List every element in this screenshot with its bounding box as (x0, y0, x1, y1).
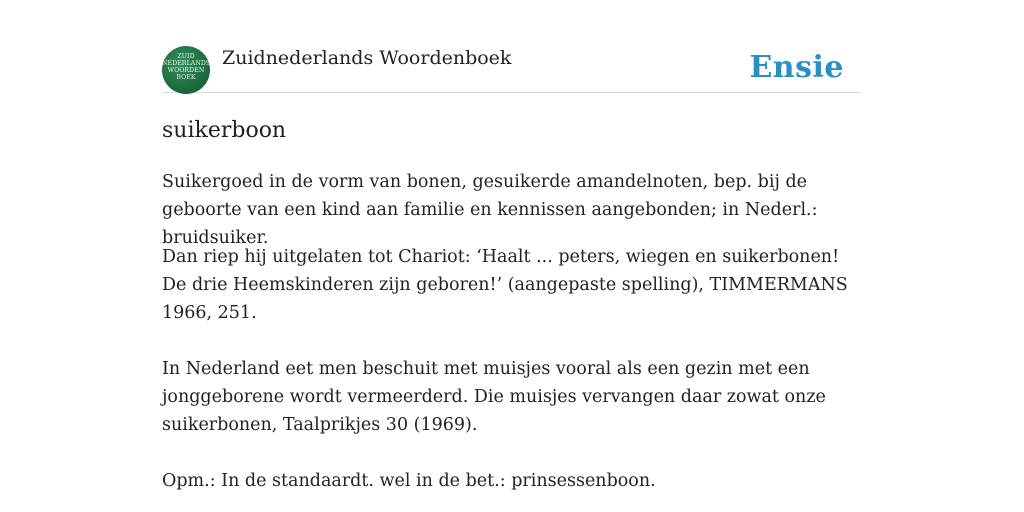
logo-line: ZUID (177, 53, 195, 60)
site-title-link[interactable]: Zuidnederlands Woordenboek (222, 47, 512, 69)
usage-note: In Nederland eet men beschuit met muisjes vooral als een gezin met een jonggeborene wordt vermeerderd. Die muisjes vervangen daar zowat onze suikerbonen, Taalprikjes 30 (1969). (162, 359, 826, 435)
ensie-brand-link[interactable]: Ensie (749, 50, 844, 85)
logo-line: NEDERLANDS (162, 60, 210, 67)
headword: suikerboon (162, 118, 287, 143)
entry-page (162, 0, 862, 512)
site-header (162, 46, 862, 93)
citation-quote: Dan riep hij uitgelaten tot Chariot: ‘Haalt ... peters, wiegen en suikerbonen! De drie Heemskinderen zijn geboren!’ (aangepaste spelling), TIMMERMANS 1966, 251. (162, 247, 848, 323)
definition-text: Suikergoed in de vorm van bonen, gesuikerde amandelnoten, bep. bij de geboorte van een kind aan familie en kennissen aangebonden; in Nederl.: bruidsuiker. (162, 172, 818, 248)
dictionary-logo-icon[interactable] (162, 46, 210, 94)
logo-line: WOORDEN (167, 67, 205, 74)
logo-lettering (162, 53, 210, 81)
remark-text: Opm.: In de standaardt. wel in de bet.: prinsessenboon. (162, 471, 656, 491)
logo-line: BOEK (176, 74, 196, 81)
